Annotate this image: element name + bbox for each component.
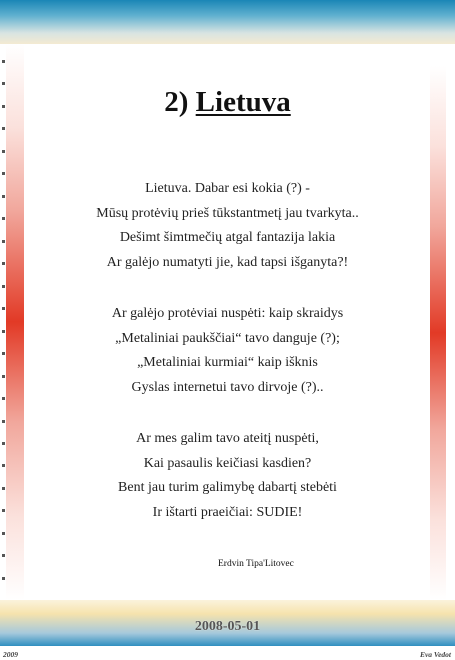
title-number: 2) [164, 86, 189, 118]
poem-line: Kai pasaulis keičiasi kasdien? [143, 455, 312, 471]
poem-line: Mūsų protėvių prieš tūkstantmetį jau tvarkyta.. [96, 205, 359, 221]
poem-line: „Metaliniai paukščiai“ tavo danguje (?); [115, 330, 340, 346]
poem-line: Ar galėjo numatyti jie, kad tapsi išganyta?! [106, 254, 349, 270]
footer-year: 2009 [3, 650, 18, 659]
poem-line: Bent jau turim galimybę dabartį stebėti [118, 480, 337, 495]
top-header-band [0, 0, 455, 44]
poem-date: 2008-05-01 [194, 619, 261, 634]
poem-stanza [0, 302, 455, 400]
poem-line: Ar galėjo protėviai nuspėti: kaip skraidys [111, 306, 344, 321]
poem-line: Dešimt šimtmečių atgal fantazija lakia [119, 230, 336, 245]
poem-line: Ar mes galim tavo ateitį nuspėti, [136, 431, 319, 446]
author-signature: Erdvin Tipa'Litovec [218, 559, 294, 569]
poem [0, 177, 455, 552]
poem-stanza [0, 427, 455, 525]
poem-line: Ir ištarti praeičiai: SUDIE! [152, 504, 303, 520]
footer-signature: Eva Vedot [419, 650, 451, 659]
poem-line: Gyslas internetui tavo dirvoje (?).. [131, 379, 324, 395]
poem-line: „Metaliniai kurmiai“ kaip išknis [137, 355, 318, 370]
poem-line: Lietuva. Dabar esi kokia (?) - [145, 181, 310, 196]
title-word: Lietuva [195, 86, 291, 118]
poem-stanza [0, 177, 455, 275]
page-title [0, 86, 455, 119]
